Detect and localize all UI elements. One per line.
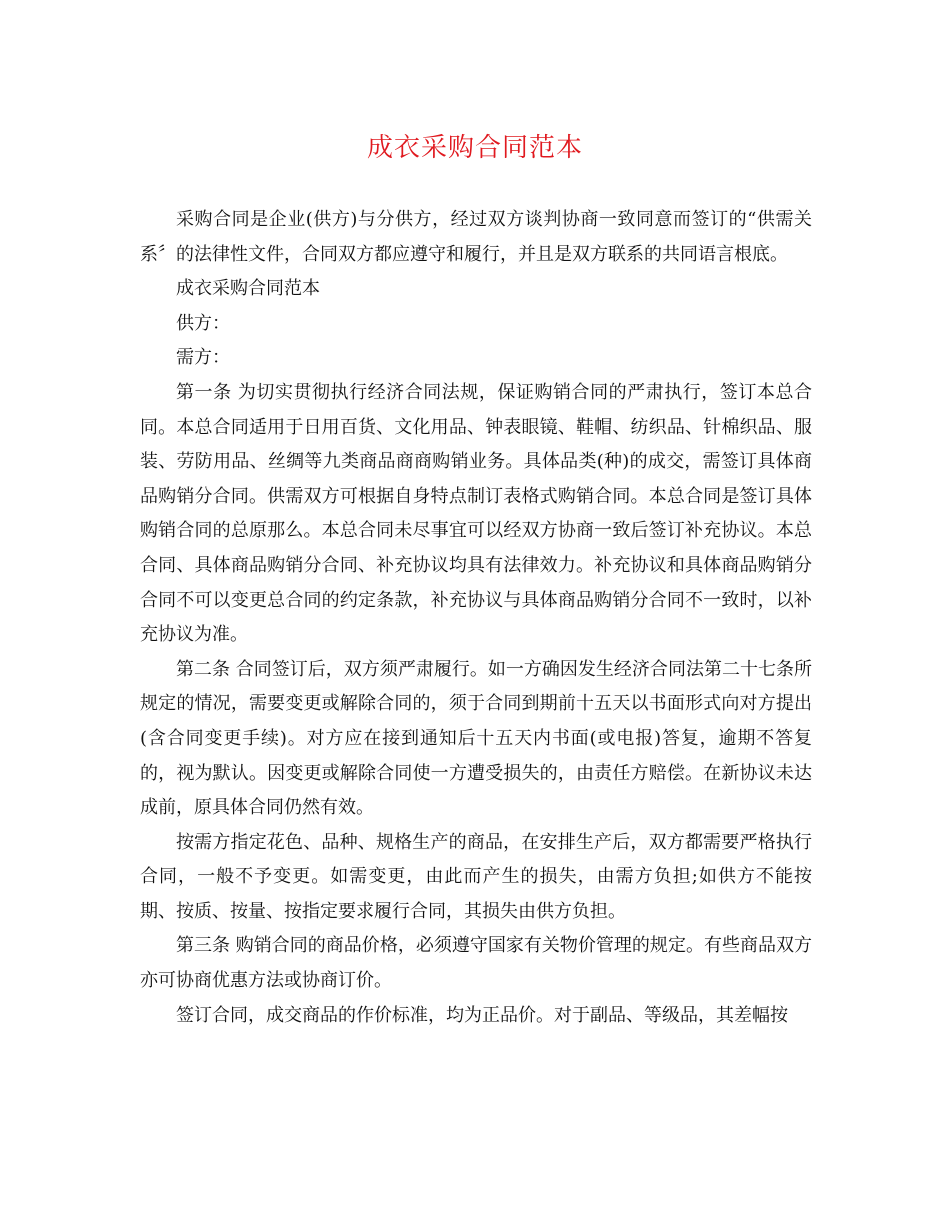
paragraph-subtitle: 成衣采购合同范本 (176, 278, 320, 300)
paragraph-article-2-cont: 按需方指定花色、品种、规格生产的商品，在安排生产后，双方都需要严格执行合同，一般不予变更。如需变更，由此而产生的损失，由需方负担;如供方不能按期、按质、按量、按指定要求履行合同，其损失由供方负担。 (140, 831, 812, 922)
document-title: 成衣采购合同范本 (366, 133, 583, 163)
paragraph-article-1: 第一条 为切实贯彻执行经济合同法规，保证购销合同的严肃执行，签订本总合同。本总合同适用于日用百货、文化用品、钟表眼镜、鞋帽、纺织品、针棉织品、服装、劳防用品、丝绸等九类商品商商购销业务。具体品类(种)的成交，需签订具体商品购销分合同。供需双方可根据自身特点制订表格式购销合同。本总合同是签订具体购销合同的总原那么。本总合同未尽事宜可以经双方协商一致后签订补充协议。本总合同、具体商品购销分合同、补充协议均具有法律效力。补充协议和具体商品购销分合同不可以变更总合同的约定条款，补充协议与具体商品购销分合同不一致时，以补充协议为准。 (140, 381, 812, 646)
paragraph-intro: 采购合同是企业(供方)与分供方，经过双方谈判协商一致同意而签订的“供需关系〞的法律性文件，合同双方都应遵守和履行，并且是双方联系的共同语言根底。 (140, 209, 812, 265)
paragraph-supplier: 供方： (176, 312, 230, 334)
paragraph-buyer: 需方： (176, 347, 230, 369)
document-body (140, 203, 812, 1033)
paragraph-article-3-cont: 签订合同，成交商品的作价标准，均为正品价。对于副品、等级品，其差幅按 (176, 1004, 788, 1026)
paragraph-article-2: 第二条 合同签订后，双方须严肃履行。如一方确因发生经济合同法第二十七条所规定的情况，需要变更或解除合同的，须于合同到期前十五天以书面形式向对方提出(含合同变更手续)。对方应在接到通知后十五天内书面(或电报)答复，逾期不答复的，视为默认。因变更或解除合同使一方遭受损失的，由责任方赔偿。在新协议未达成前，原具体合同仍然有效。 (140, 658, 812, 819)
paragraph-article-3: 第三条 购销合同的商品价格，必须遵守国家有关物价管理的规定。有些商品双方亦可协商优惠方法或协商订价。 (140, 935, 812, 992)
